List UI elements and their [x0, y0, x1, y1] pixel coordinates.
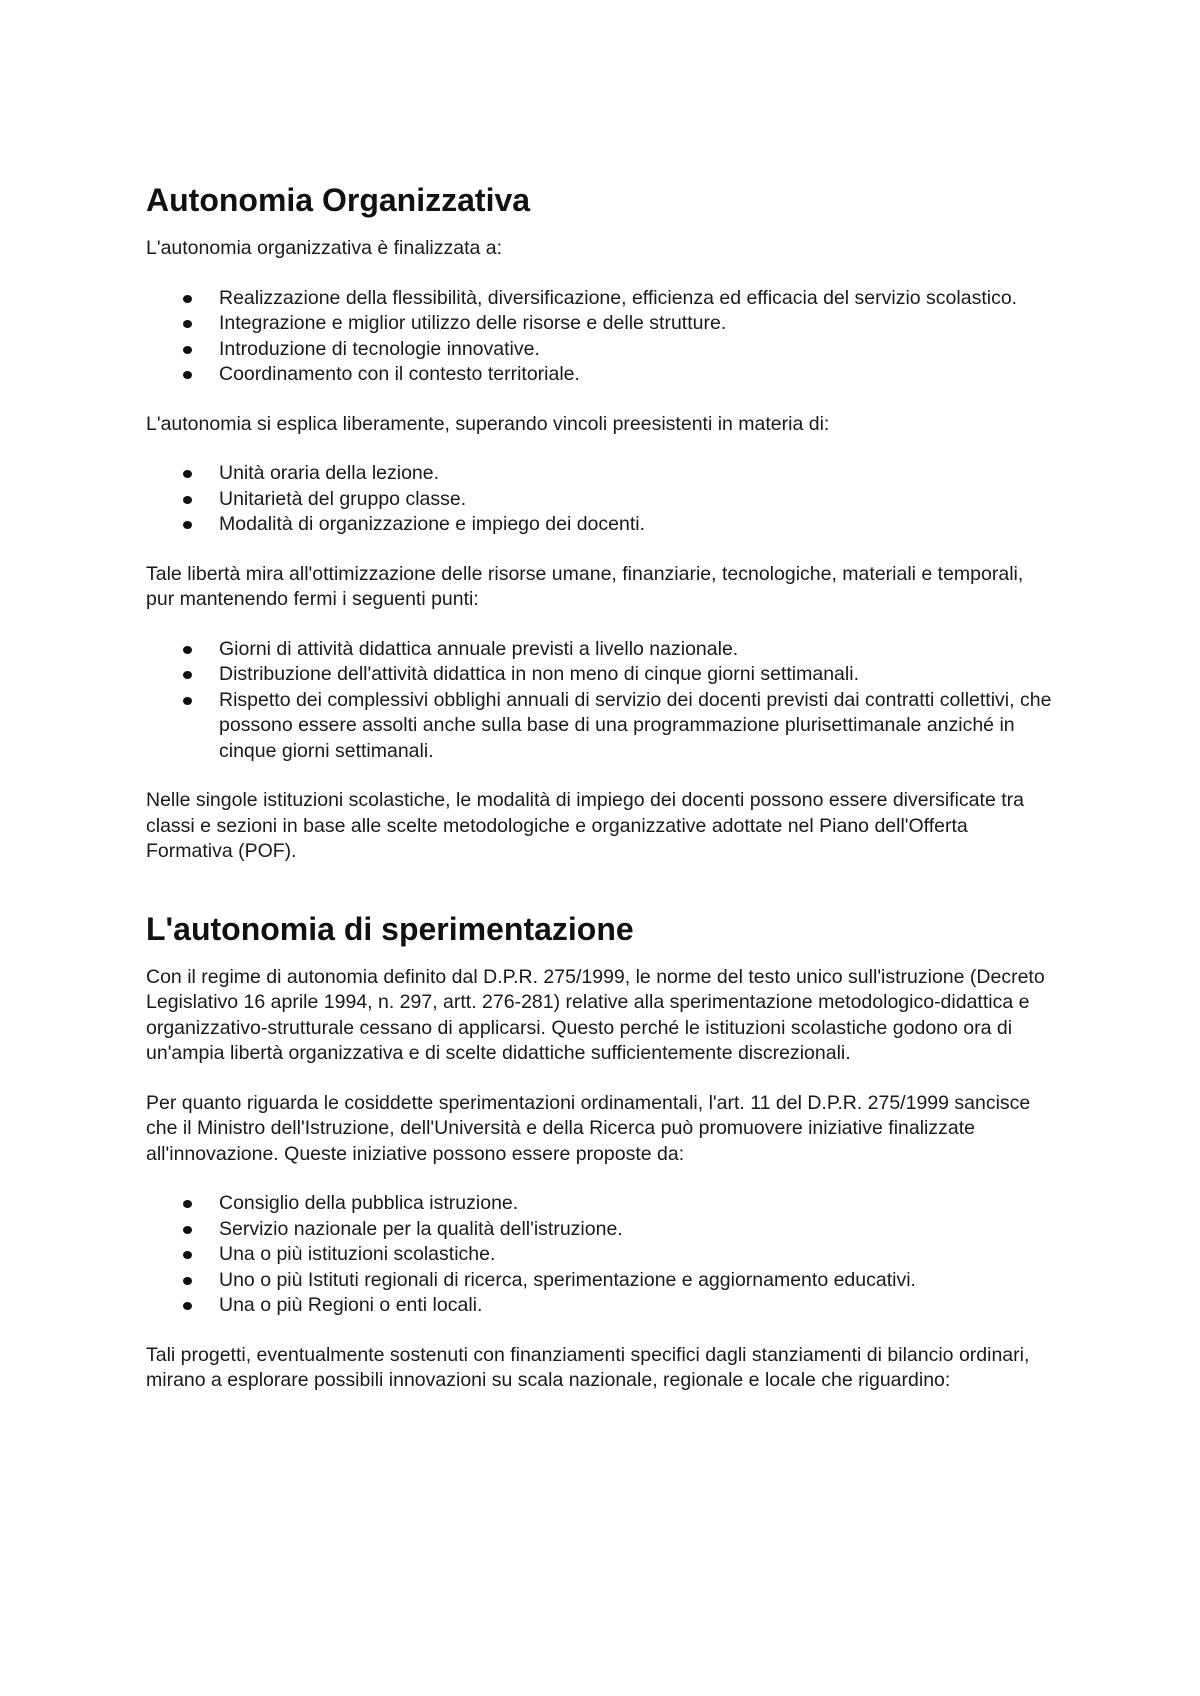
bullet-icon — [183, 470, 192, 478]
list-item — [219, 662, 1056, 688]
list-item-text: Una o più istituzioni scolastiche. — [219, 1243, 496, 1265]
list-item — [219, 637, 1056, 663]
bullet-icon — [183, 1226, 192, 1234]
freedom-paragraph: Tale libertà mira all'ottimizzazione delle risorse umane, finanziarie, tecnologiche, materiali e temporali, pur mantenendo fermi i seguenti punti: — [146, 562, 1024, 610]
pof-paragraph: Nelle singole istituzioni scolastiche, le modalità di impiego dei docenti possono essere diversificate tra classi e sezioni in base alle scelte metodologiche e organizzative adottate nel Piano dell'Offerta Formativa (POF). — [146, 789, 1024, 862]
list-item-text: Rispetto dei complessivi obblighi annuali di servizio dei docenti previsti dai contratti collettivi, che possono essere assolti anche sulla base di una programmazione plurisettimanale anziché in cinque giorni settimanali. — [219, 688, 1052, 762]
bullet-icon — [183, 1277, 192, 1285]
list-item — [219, 286, 1056, 312]
list-item — [219, 487, 1056, 513]
bullet-icon — [183, 371, 192, 379]
list-item — [219, 311, 1056, 337]
constraints-list — [146, 461, 1056, 538]
list-item-text: Uno o più Istituti regionali di ricerca, sperimentazione e aggiornamento educativi. — [219, 1268, 916, 1291]
bullet-icon — [183, 1200, 192, 1208]
list-item-text: Modalità di organizzazione e impiego dei docenti. — [219, 513, 646, 535]
list-item — [219, 688, 1056, 765]
sperimentazioni-paragraph: Per quanto riguarda le cosiddette sperimentazioni ordinamentali, l'art. 11 del D.P.R. 275/1999 sancisce che il Ministro dell'Istruzione, dell'Università e della Ricerca può promuovere iniziative finalizzate all'innovazione. Queste iniziative possono essere proposte da: — [146, 1091, 1031, 1165]
list-item-text: Introduzione di tecnologie innovative. — [219, 337, 540, 360]
list-item — [219, 512, 1056, 538]
list-item-text: Servizio nazionale per la qualità dell'istruzione. — [219, 1217, 623, 1240]
proposers-list — [146, 1191, 1056, 1319]
list-item-text: Coordinamento con il contesto territoriale. — [219, 363, 580, 385]
bullet-icon — [183, 671, 192, 679]
bullet-icon — [183, 1251, 192, 1259]
bullet-icon — [183, 646, 192, 654]
list-item — [219, 1217, 1056, 1243]
dpr-paragraph: Con il regime di autonomia definito dal D.P.R. 275/1999, le norme del testo unico sull'istruzione (Decreto Legislativo 16 aprile 1994, n. 297, artt. 276-281) relative alla sperimentazione metodologico-didattica e organizzativo-strutturale cessano di applicarsi. Questo perché le istituzioni scolastiche godono ora di un'ampia libertà organizzativa e di scelte didattiche sufficientemente discrezionali. — [146, 965, 1045, 1064]
section-title-sperimentazione: L'autonomia di sperimentazione — [146, 910, 634, 947]
list-item — [219, 461, 1056, 487]
list-item-text: Integrazione e miglior utilizzo delle risorse e delle strutture. — [219, 312, 727, 334]
bullet-icon — [183, 346, 192, 354]
fixed-points-list — [146, 637, 1056, 765]
projects-paragraph: Tali progetti, eventualmente sostenuti con finanziamenti specifici dagli stanziamenti di bilancio ordinari, mirano a esplorare possibili innovazioni su scala nazionale, regionale e locale che riguardino: — [146, 1343, 1030, 1391]
intro-paragraph: L'autonomia organizzativa è finalizzata a: — [146, 237, 503, 259]
constraints-paragraph: L'autonomia si esplica liberamente, superando vincoli preesistenti in materia di: — [146, 412, 830, 435]
bullet-icon — [183, 697, 192, 705]
document-page — [146, 180, 1056, 1418]
list-item-text: Unitarietà del gruppo classe. — [219, 487, 467, 510]
list-item-text: Unità oraria della lezione. — [219, 462, 440, 484]
list-item — [219, 337, 1056, 363]
list-item-text: Consiglio della pubblica istruzione. — [219, 1192, 519, 1214]
list-item-text: Realizzazione della flessibilità, diversificazione, efficienza ed efficacia del servizio scolastico. — [219, 286, 1018, 309]
list-item — [219, 1242, 1056, 1268]
bullet-icon — [183, 521, 192, 529]
list-item-text: Giorni di attività didattica annuale previsti a livello nazionale. — [219, 637, 739, 660]
list-item-text: Una o più Regioni o enti locali. — [219, 1294, 483, 1316]
list-item — [219, 1293, 1056, 1319]
bullet-icon — [183, 496, 192, 504]
bullet-icon — [183, 320, 192, 328]
section-title-autonomia-organizzativa: Autonomia Organizzativa — [146, 182, 531, 218]
bullet-icon — [183, 295, 192, 303]
list-item-text: Distribuzione dell'attività didattica in non meno di cinque giorni settimanali. — [219, 663, 859, 685]
purpose-list — [146, 286, 1056, 388]
list-item — [219, 1268, 1056, 1294]
list-item — [219, 1191, 1056, 1217]
bullet-icon — [183, 1302, 192, 1310]
list-item — [219, 362, 1056, 388]
